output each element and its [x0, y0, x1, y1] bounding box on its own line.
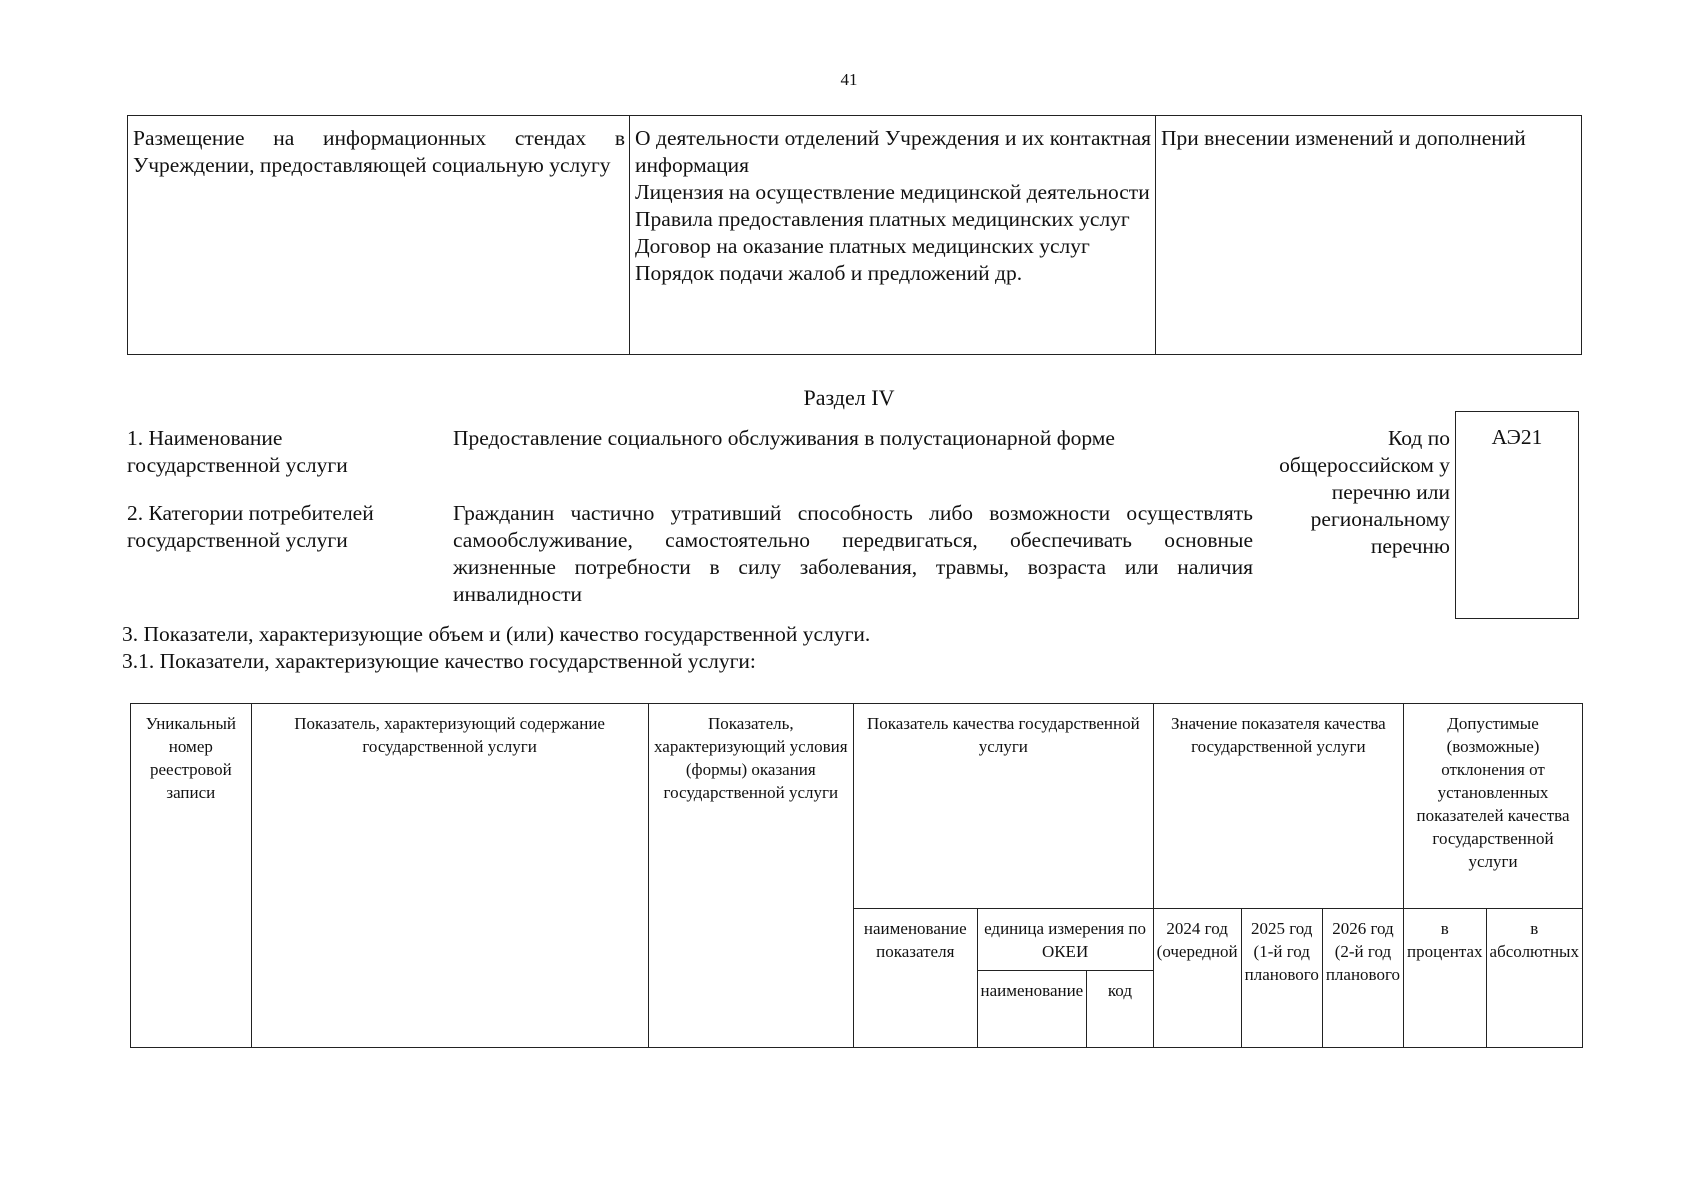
section-title: Раздел IV: [803, 385, 895, 410]
code-label: Код по общероссийском у перечню или региональному перечню: [1279, 426, 1450, 558]
page-number: 41: [840, 70, 858, 89]
header-okei-unit: единица измерения по ОКЕИ: [977, 909, 1153, 971]
placement-cell: Размещение на информационных стендах в Учреждении, предоставляющей социальную услугу: [128, 116, 630, 355]
content-cell: [630, 116, 1156, 355]
service-name-label: 1. Наименование государственной услуги: [127, 426, 348, 477]
header-registry-number: Уникальный номер реестровой записи: [131, 704, 252, 1048]
indicators-heading: 3. Показатели, характеризующие объем и (или) качество государственной услуги.: [122, 622, 871, 646]
header-quality-value: Значение показателя качества государственной услуги: [1153, 704, 1403, 909]
service-code-box: АЭ21: [1455, 411, 1579, 619]
quality-indicators-table: [130, 703, 1583, 1048]
content-line: Правила предоставления платных медицинских услуг: [635, 207, 1130, 231]
header-content-indicator: Показатель, характеризующий содержание государственной услуги: [251, 704, 648, 1048]
table-row: [131, 704, 1583, 909]
quality-indicators-heading: 3.1. Показатели, характеризующие качество государственной услуги:: [122, 649, 756, 673]
header-unit-code: код: [1087, 971, 1153, 1048]
consumer-category-label: 2. Категории потребителей государственной услуги: [127, 501, 374, 552]
content-line: Договор на оказание платных медицинских услуг: [635, 234, 1090, 258]
content-line: Лицензия на осуществление медицинской деятельности: [635, 180, 1150, 204]
header-year-2024: 2024 год (очередной: [1153, 909, 1241, 1048]
information-placement-table: [127, 115, 1582, 355]
header-in-percent: в процентах: [1404, 909, 1487, 1048]
header-quality-indicator: Показатель качества государственной услуги: [854, 704, 1154, 909]
header-in-absolute: в абсолютных: [1486, 909, 1582, 1048]
service-name-value: Предоставление социального обслуживания в полустационарной форме: [453, 426, 1115, 450]
table-row: [128, 116, 1582, 355]
header-indicator-name: наименование показателя: [854, 909, 977, 1048]
header-unit-name: наименование: [977, 971, 1087, 1048]
content-line: О деятельности отделений Учреждения и их контактная информация: [635, 126, 1151, 177]
frequency-cell: При внесении изменений и дополнений: [1156, 116, 1582, 355]
header-year-2026: 2026 год (2-й год планового: [1322, 909, 1403, 1048]
header-conditions-indicator: Показатель, характеризующий условия (формы) оказания государственной услуги: [648, 704, 854, 1048]
header-year-2025: 2025 год (1-й год планового: [1241, 909, 1322, 1048]
content-line: Порядок подачи жалоб и предложений др.: [635, 261, 1023, 285]
header-deviations: Допустимые (возможные) отклонения от установленных показателей качества государственной услуги: [1404, 704, 1583, 909]
consumer-category-value: Гражданин частично утративший способность либо возможности осуществлять самообслуживание, самостоятельно передвигаться, обеспечивать основные жизненные потребности в силу заболевания, травмы, возраста или наличия инвалидности: [453, 501, 1253, 606]
